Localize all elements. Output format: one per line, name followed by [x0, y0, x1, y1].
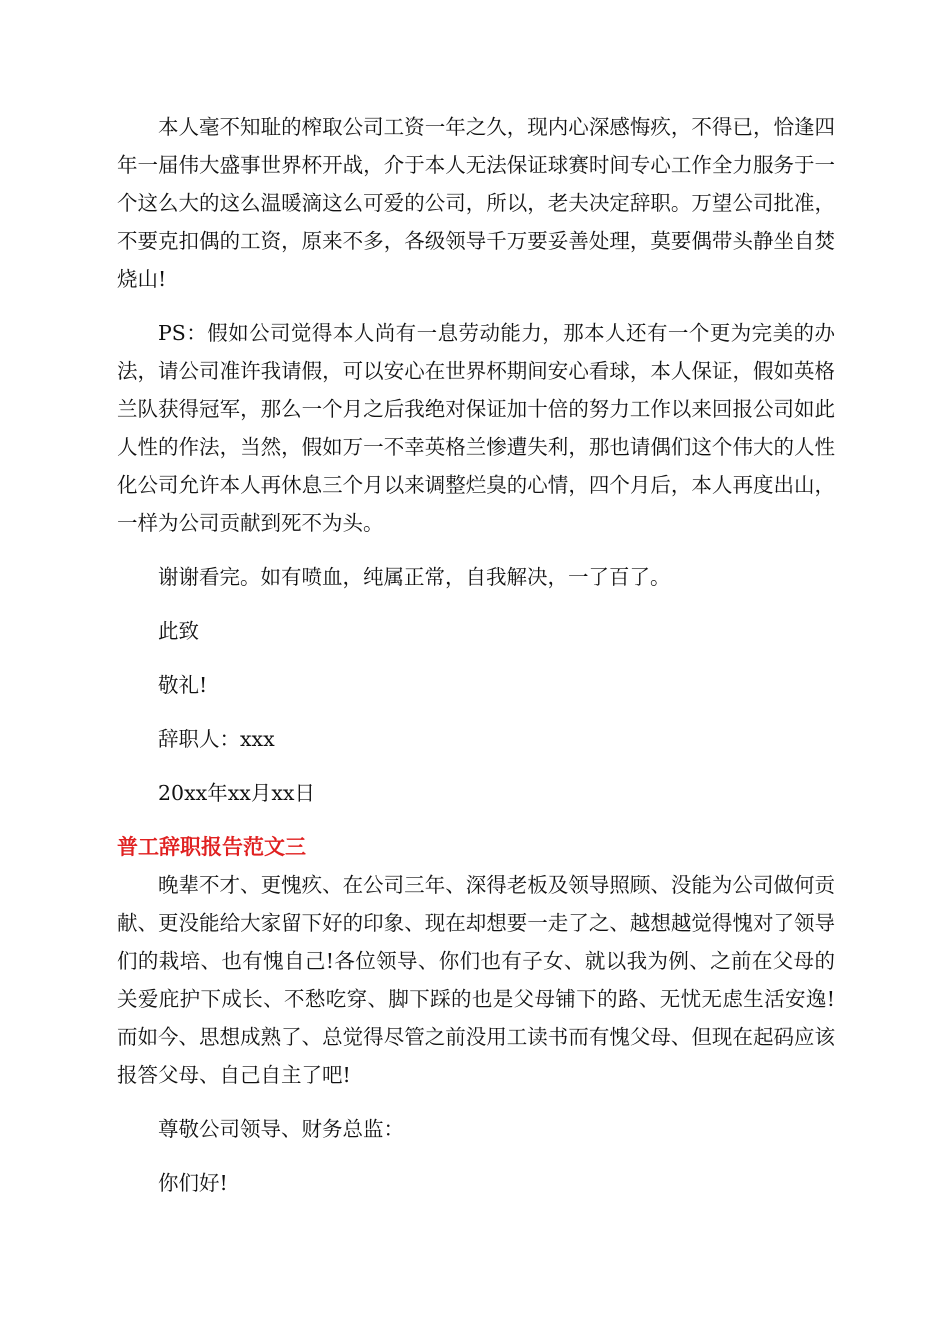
- addressee-text: 尊敬公司领导、财务总监：: [158, 1117, 404, 1141]
- thanks-paragraph: 谢谢看完。如有喷血，纯属正常，自我解决，一了百了。: [158, 565, 671, 589]
- body-paragraph: 本人毫不知耻的榨取公司工资一年之久，现内心深感悔疚，不得已，恰逢四年一届伟大盛事世界杯开战，介于本人无法保证球赛时间专心工作全力服务于一个这么大的这么温暖滴这么可爱的公司，所以，老夫决定辞职。万望公司批准，不要克扣偶的工资，原来不多，各级领导千万要妥善处理，莫要偶带头静坐自焚烧山!: [117, 115, 835, 291]
- salute-text: 敬礼!: [158, 673, 208, 697]
- greeting-text: 你们好!: [158, 1171, 228, 1195]
- section-heading: 普工辞职报告范文三: [117, 835, 306, 859]
- ps-paragraph: PS：假如公司觉得本人尚有一息劳动能力，那本人还有一个更为完美的办法，请公司准许我请假，可以安心在世界杯期间安心看球，本人保证，假如英格兰队获得冠军，那么一个月之后我绝对保证加十倍的努力工作以来回报公司如此人性的作法，当然，假如万一不幸英格兰惨遭失利，那也请偶们这个伟大的人性化公司允许本人再休息三个月以来调整烂臭的心情，四个月后，本人再度出山，一样为公司贡献到死不为头。: [117, 321, 835, 535]
- closing-text: 此致: [158, 619, 199, 643]
- document-page: [117, 108, 835, 1202]
- date-text: 20xx年xx月xx日: [158, 781, 315, 805]
- signer-text: 辞职人：xxx: [158, 727, 275, 751]
- body-paragraph: 晚辈不才、更愧疚、在公司三年、深得老板及领导照顾、没能为公司做何贡献、更没能给大家留下好的印象、现在却想要一走了之、越想越觉得愧对了领导们的栽培、也有愧自己!各位领导、你们也有子女、就以我为例、之前在父母的关爱庇护下成长、不愁吃穿、脚下踩的也是父母铺下的路、无忧无虑生活安逸!而如今、思想成熟了、总觉得尽管之前没用工读书而有愧父母、但现在起码应该报答父母、自己自主了吧!: [117, 873, 835, 1087]
